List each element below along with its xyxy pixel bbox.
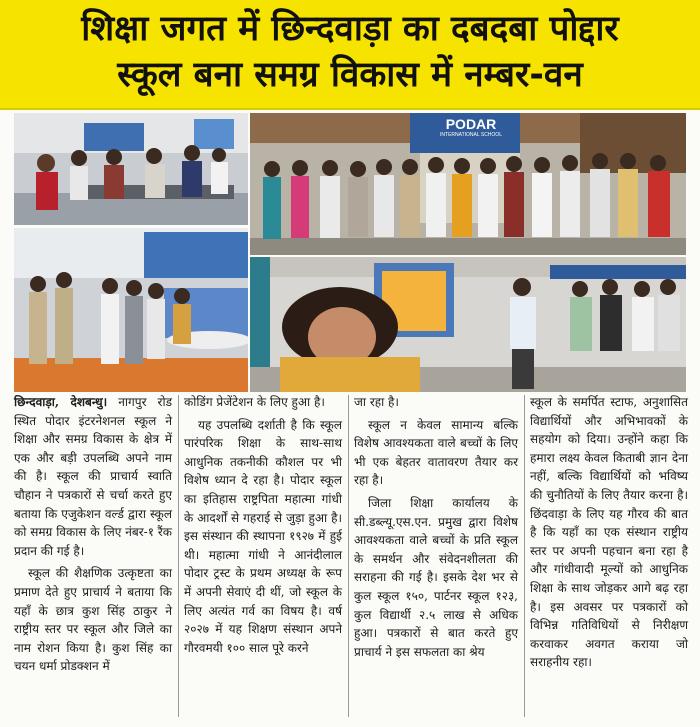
article-paragraph: यह उपलब्धि दर्शाती है कि स्कूल पारंपरिक शिक्षा के साथ-साथ आधुनिक तकनीकी कौशल पर भी विशेष ध्यान दे रहा है। पोदार स्कूल का इतिहास राष्ट्रपिता महात्मा गांधी के आदर्शों से गहराई से जुड़ा हुआ है। इस संस्थान की स्थापना १९२७ में हुई थी। महात्मा गांधी ने आनंदीलाल पोदार ट्रस्ट के प्रथम अध्यक्ष के रूप में अपनी सेवाएं दी थीं, जो स्कूल के लिए अत्यंत गर्व का विषय है। वर्ष २०२७ में यह शिक्षण संस्थान अपने गौरवमयी १०० साल पूरे करने [184, 417, 342, 655]
article-column-4 [530, 393, 688, 676]
headline [0, 0, 700, 98]
column-divider [178, 395, 179, 717]
column-divider [524, 395, 525, 717]
headline-line-1: शिक्षा जगत में छिन्दवाड़ा का दबदबा पोद्दार [81, 9, 619, 49]
article-column-2 [184, 393, 342, 661]
school-logo [426, 116, 516, 139]
photo-group [250, 113, 686, 255]
column-divider [348, 395, 349, 717]
article-paragraph: स्कूल के समर्पित स्टाफ, अनुशासित विद्यार्थियों और अभिभावकों के सहयोग को दिया। उन्होंने कहा कि हमारा लक्ष्य केवल किताबी ज्ञान देना नहीं, बल्कि विद्यार्थियों को भविष्य की चुनौतियों के लिए तैयार करना है। छिंदवाड़ा के लिए यह गौरव की बात है कि यहाँ का एक संस्थान राष्ट्रीय स्तर पर अपनी पहचान बना रहा है और गांधीवादी मूल्यों को आधुनिक शिक्षा के साथ जोड़कर आगे बढ़ रहा है। इस अवसर पर पत्रकारों को विभिन्न गतिविधियों से निरीक्षण करवाकर अवगत कराया जो सराहनीय रहा। [530, 395, 688, 670]
article-paragraph [14, 393, 172, 560]
article-paragraph: कोडिंग प्रेजेंटेशन के लिए हुआ है। [184, 395, 325, 409]
article-paragraph: जिला शिक्षा कार्यालय के सी.डब्ल्यू.एस.एन. प्रमुख द्वारा विशेष आवश्यकता वाले बच्चों के प्रति स्कूल के समर्थन और संवेदनशीलता की सराहना की गई है। इसके देश भर से कुल स्कूल १५०, पार्टनर स्कूल १२३, कुल विद्यार्थी २.५ लाख से अधिक हुआ। पत्रकारों से बात करते हुए प्राचार्य ने इस सफलता का श्रेय [354, 495, 518, 659]
dateline: छिन्दवाड़ा, देशबन्धु। [14, 395, 108, 409]
article-column-1 [14, 393, 172, 680]
school-logo-name: PODAR [445, 116, 497, 132]
article-text: नागपुर रोड स्थित पोदार इंटरनेशनल स्कूल ने शिक्षा और समग्र विकास के क्षेत्र में एक और बड़ी उपलब्धि अपने नाम की है। स्कूल की प्राचार्य स्वाति चौहान ने पत्रकारों से चर्चा करते हुए बताया कि एजुकेशन वर्ल्ड द्वारा स्कूल को समग्र विकास के लिए नंबर-१ रैंक प्रदान की गई है। [14, 395, 172, 558]
headline-banner [0, 0, 700, 110]
photo-classroom [250, 257, 686, 392]
headline-line-2: स्कूल बना समग्र विकास में नम्बर-वन [117, 55, 583, 95]
school-logo-subtitle: INTERNATIONAL SCHOOL [440, 132, 502, 138]
article-paragraph: जा रहा है। [354, 395, 399, 409]
article-paragraph: स्कूल न केवल सामान्य बल्कि विशेष आवश्यकता वाले बच्चों के लिए भी एक बेहतर वातावरण तैयार कर रहा है। [354, 417, 518, 488]
photo-robotics-lab [14, 228, 248, 392]
photo-lab-visit [14, 113, 248, 225]
article-column-3 [354, 393, 518, 665]
article-paragraph: स्कूल की शैक्षणिक उत्कृष्टता का प्रमाण देते हुए प्राचार्य ने बताया कि यहाँ के छात्र कुश सिंह ठाकुर ने राष्ट्रीय स्तर पर स्कूल और जिले का नाम रोशन किया है। कुश सिंह का चयन धर्मा प्रोडक्शन में [14, 566, 172, 674]
